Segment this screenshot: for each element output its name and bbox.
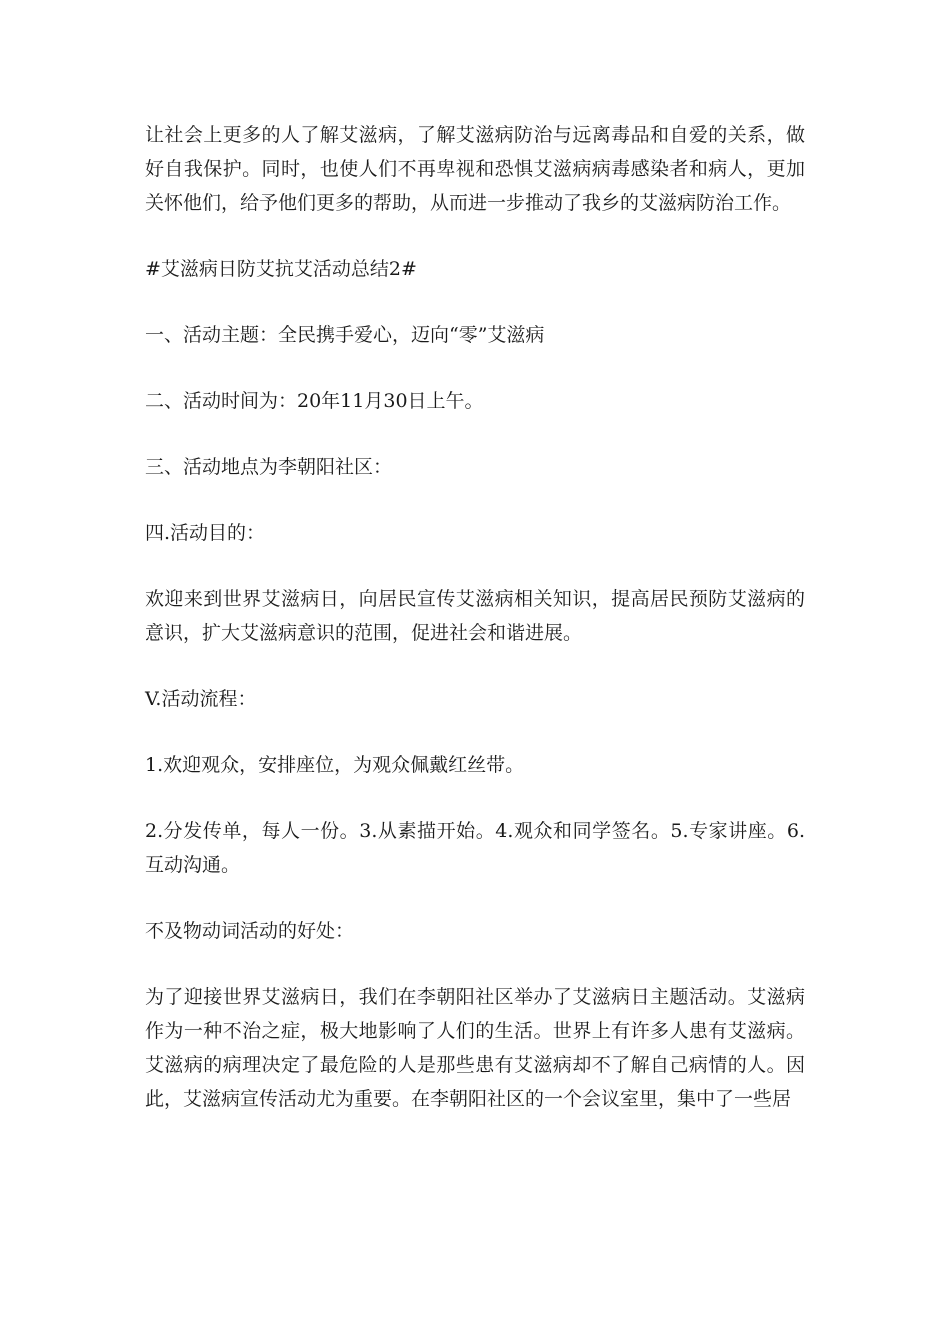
benefits-heading: 不及物动词活动的好处：: [145, 920, 355, 942]
process-steps-2-6: 2.分发传单，每人一份。3.从素描开始。4.观众和同学签名。5.专家讲座。6.互动沟通。: [145, 820, 805, 876]
summary-paragraph: 为了迎接世界艾滋病日，我们在李朝阳社区举办了艾滋病日主题活动。艾滋病作为一种不治之症，极大地影响了人们的生活。世界上有许多人患有艾滋病。艾滋病的病理决定了最危险的人是那些患有艾滋病却不了解自己病情的人。因此，艾滋病宣传活动尤为重要。在李朝阳社区的一个会议室里，集中了一些居: [145, 986, 805, 1110]
activity-location: 三、活动地点为李朝阳社区：: [145, 456, 393, 478]
section-title: #艾滋病日防艾抗艾活动总结2#: [145, 258, 417, 280]
activity-process-heading: V.活动流程：: [145, 688, 257, 710]
process-step-1: 1.欢迎观众，安排座位，为观众佩戴红丝带。: [145, 754, 525, 776]
document-body: [145, 118, 805, 1148]
activity-time: 二、活动时间为：20年11月30日上午。: [145, 390, 484, 412]
activity-purpose-text: 欢迎来到世界艾滋病日，向居民宣传艾滋病相关知识，提高居民预防艾滋病的意识，扩大艾滋病意识的范围，促进社会和谐进展。: [145, 588, 805, 644]
intro-paragraph: 让社会上更多的人了解艾滋病，了解艾滋病防治与远离毒品和自爱的关系，做好自我保护。同时，也使人们不再卑视和恐惧艾滋病病毒感染者和病人，更加关怀他们，给予他们更多的帮助，从而进一步推动了我乡的艾滋病防治工作。: [145, 124, 805, 214]
activity-theme: 一、活动主题：全民携手爱心，迈向“零”艾滋病: [145, 324, 545, 346]
activity-purpose-heading: 四.活动目的：: [145, 522, 266, 544]
